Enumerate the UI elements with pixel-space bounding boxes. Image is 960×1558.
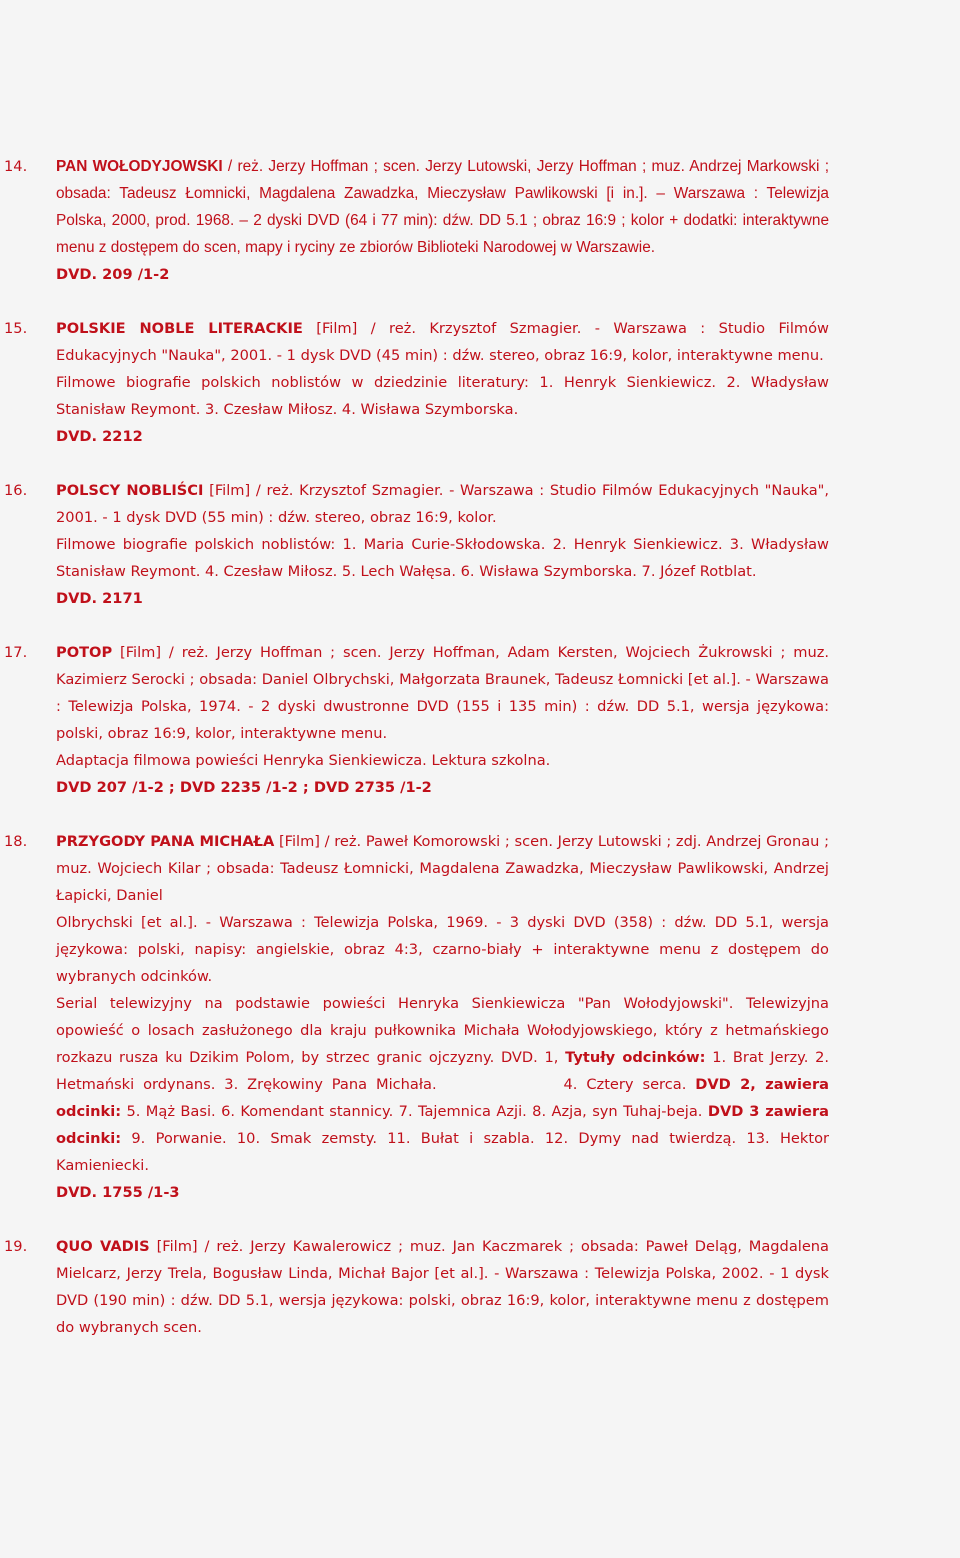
catalog-entry-16 [0,477,960,612]
entry-title: POLSKIE NOBLE LITERACKIE [56,320,303,337]
catalog-entry-19 [0,1233,960,1341]
entry-note [56,990,829,1179]
entry-description [56,315,829,369]
entry-title: PAN WOŁODYJOWSKI [56,158,223,175]
entry-desc-text: / reż. Jerzy Hoffman ; scen. Jerzy Lutowski, Jerzy Hoffman ; muz. Andrzej Markowski ; obsada: Tadeusz Łomnicki, Magdalena Zawadzka, Mieczysław Pawlikowski [i in.]. – Warszawa : Telewizja Polska, 2000, prod. 1968. – 2 dyski DVD (64 i 77 min): dźw. DD 5.1 ; obraz 16:9 ; kolor + dodatki: interaktywne menu z dostępem do scen, mapy i ryciny ze zbiorów Biblioteki Narodowej w Warszawie. [56,158,829,256]
note-heading: DVD 2, zawiera odcinki: [56,1076,829,1120]
entry-body [56,639,829,801]
entry-body [56,477,829,612]
entry-call-number: DVD. 209 /1-2 [56,266,170,283]
entry-body [56,828,829,1206]
entry-description-cont: Olbrychski [et al.]. - Warszawa : Telewizja Polska, 1969. - 3 dyski DVD (358) : dźw. DD 5.1, wersja językowa: polski, napisy: angielskie, obraz 4:3, czarno-biały + interaktywne menu z dostępem do wybranych odcinków. [56,914,829,985]
catalog-entry-17 [0,639,960,801]
catalog-entry-18 [0,828,960,1206]
entry-number: 14. [4,158,28,175]
entry-body [56,153,829,288]
entry-call-number: DVD 207 /1-2 ; DVD 2235 /1-2 ; DVD 2735 /1-2 [56,779,432,796]
catalog-entry-14 [0,153,960,288]
entry-number: 18. [4,833,28,850]
entry-desc-text: [Film] / reż. Jerzy Kawalerowicz ; muz. Jan Kaczmarek ; obsada: Paweł Deląg, Magdalena Mielcarz, Jerzy Trela, Bogusław Linda, Michał Bajor [et al.]. - Warszawa : Telewizja Polska, 2002. - 1 dysk DVD (190 min) : dźw. DD 5.1, wersja językowa: polski, obraz 16:9, kolor, interaktywne menu z dostępem do wybranych scen. [56,1238,829,1336]
entry-description [56,828,829,909]
entry-call-number: DVD. 1755 /1-3 [56,1184,180,1201]
note-text: 1. Brat Jerzy. 2. Hetmański ordynans. 3. Zrękowiny Pana Michała. [56,1049,829,1093]
note-text: 4. Cztery serca. [554,1076,696,1093]
entry-title: POLSCY NOBLIŚCI [56,482,204,499]
entry-description [56,153,829,261]
entry-desc-text: [Film] / reż. Krzysztof Szmagier. - Warszawa : Studio Filmów Edukacyjnych "Nauka", 2001. - 1 dysk DVD (45 min) : dźw. stereo, obraz 16:9, kolor, interaktywne menu. [56,320,829,364]
catalog-page [0,153,960,1368]
note-text: 5. Mąż Basi. 6. Komendant stannicy. 7. Tajemnica Azji. 8. Azja, syn Tuhaj-beja. [121,1103,708,1120]
entry-number: 15. [4,320,28,337]
note-text: 9. Porwanie. 10. Smak zemsty. 11. Bułat i szabla. 12. Dymy nad twierdzą. 13. Hektor Kamieniecki. [56,1130,829,1174]
entry-title: PRZYGODY PANA MICHAŁA [56,833,275,850]
entry-call-number: DVD. 2171 [56,590,143,607]
note-heading: DVD 3 zawiera odcinki: [56,1103,829,1147]
catalog-entry-15 [0,315,960,450]
note-heading: Tytuły odcinków: [565,1049,706,1066]
entry-description [56,1233,829,1341]
entry-number: 19. [4,1238,28,1255]
note-text: Serial telewizyjny na podstawie powieści Henryka Sienkiewicza "Pan Wołodyjowski". Telewizyjna opowieść o losach zasłużonego dla kraju pułkownika Michała Wołodyjowskiego, który z hetmańskiego rozkazu rusza ku Dzikim Polom, by strzec granic ojczyzny. DVD. 1, [56,995,829,1066]
entry-note: Filmowe biografie polskich noblistów: 1. Maria Curie-Skłodowska. 2. Henryk Sienkiewicz. 3. Władysław Stanisław Reymont. 4. Czesław Miłosz. 5. Lech Wałęsa. 6. Wisława Szymborska. 7. Józef Rotblat. [56,536,829,580]
entry-body [56,1233,829,1341]
entry-desc-text: [Film] / reż. Jerzy Hoffman ; scen. Jerzy Hoffman, Adam Kersten, Wojciech Żukrowski ; muz. Kazimierz Serocki ; obsada: Daniel Olbrychski, Małgorzata Braunek, Tadeusz Łomnicki [et al.]. - Warszawa : Telewizja Polska, 1974. - 2 dyski dwustronne DVD (155 i 135 min) : dźw. DD 5.1, wersja językowa: polski, obraz 16:9, kolor, interaktywne menu. [56,644,829,742]
entry-desc-text: [Film] / reż. Paweł Komorowski ; scen. Jerzy Lutowski ; zdj. Andrzej Gronau ; muz. Wojciech Kilar ; obsada: Tadeusz Łomnicki, Magdalena Zawadzka, Mieczysław Pawlikowski, Andrzej Łapicki, Daniel [56,833,830,904]
entry-desc-text: [Film] / reż. Krzysztof Szmagier. - Warszawa : Studio Filmów Edukacyjnych "Nauka", 2001. - 1 dysk DVD (55 min) : dźw. stereo, obraz 16:9, kolor. [56,482,829,526]
entry-title: QUO VADIS [56,1238,150,1255]
entry-description [56,477,829,531]
entry-body [56,315,829,450]
entry-call-number: DVD. 2212 [56,428,143,445]
entry-note: Filmowe biografie polskich noblistów w dziedzinie literatury: 1. Henryk Sienkiewicz. 2. Władysław Stanisław Reymont. 3. Czesław Miłosz. 4. Wisława Szymborska. [56,374,829,418]
entry-number: 16. [4,482,28,499]
entry-description [56,639,829,747]
entry-title: POTOP [56,644,113,661]
entry-note: Adaptacja filmowa powieści Henryka Sienkiewicza. Lektura szkolna. [56,752,551,769]
entry-number: 17. [4,644,28,661]
